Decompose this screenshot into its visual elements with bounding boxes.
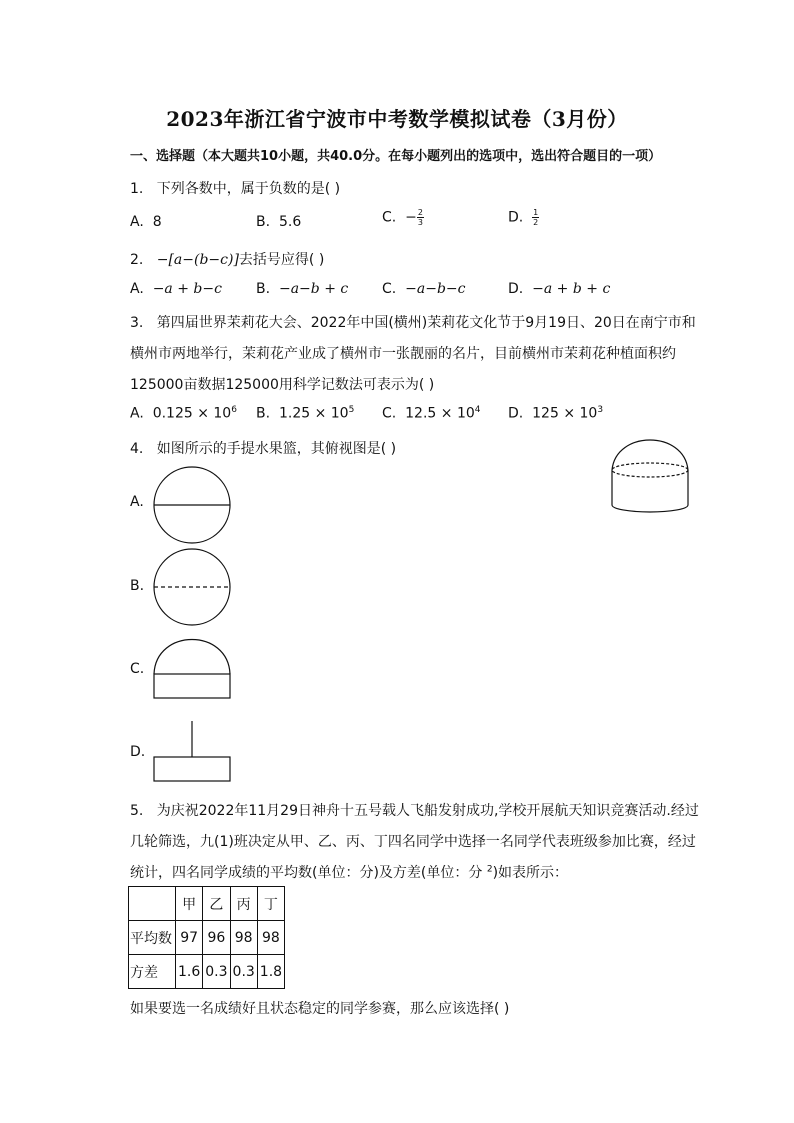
option-text: 0.125 × 10 (152, 405, 232, 422)
q2-option-d (508, 281, 610, 297)
score-table (128, 886, 285, 989)
math-expression: −[a−(b−c)] (156, 252, 239, 268)
option-text: −a + b−c (152, 281, 222, 297)
q3-option-b (256, 405, 354, 422)
question-followup: 如果要选一名成绩好且状态稳定的同学参赛，那么应该选择( ) (130, 1001, 510, 1017)
option-text: 8 (152, 214, 162, 230)
table-cell: 1.8 (257, 955, 284, 989)
option-letter: D. (508, 209, 524, 226)
exponent: 4 (474, 405, 481, 415)
option-letter: D. (508, 405, 524, 422)
stem-text: )如表所示： (492, 865, 569, 881)
table-header-cell: 甲 (176, 887, 203, 921)
question-2 (130, 249, 324, 269)
row-label: 方差 (129, 955, 176, 989)
fruit-basket-figure (600, 432, 700, 522)
question-1 (130, 178, 340, 198)
question-stem-line: 几轮筛选，九(1)班决定从甲、乙、丙、丁四名同学中选择一名同学代表班级参加比赛，经过 (130, 834, 696, 850)
question-stem-line: 横州市两地举行，茉莉花产业成了横州市一张靓丽的名片，目前横州市茉莉花种植面积约 (130, 346, 676, 362)
q3-option-d (508, 405, 603, 422)
question-number: 3. (130, 315, 144, 331)
question-number: 2. (130, 252, 144, 268)
table-cell: 98 (257, 921, 284, 955)
table-cell: 96 (203, 921, 230, 955)
option-text: 12.5 × 10 (405, 405, 475, 422)
table-cell: 1.6 (176, 955, 203, 989)
question-stem: 下列各数中，属于负数的是( ) (156, 181, 341, 197)
option-text: 125 × 10 (532, 405, 598, 422)
table-cell: 98 (230, 921, 257, 955)
table-header-row (129, 887, 285, 921)
fraction-denominator: 2 (533, 218, 539, 227)
option-text: 1.25 × 10 (278, 405, 349, 422)
exponent: 5 (348, 405, 355, 415)
page-title: 2023年浙江省宁波市中考数学模拟试卷（3月份） (166, 107, 628, 131)
question-number: 1. (130, 181, 144, 197)
question-stem: 去括号应得( ) (238, 252, 325, 268)
option-letter: C. (382, 281, 397, 297)
fraction (532, 208, 539, 227)
section-heading: 一、选择题（本大题共10小题，共40.0分。在每小题列出的选项中，选出符合题目的一项） (130, 149, 662, 164)
q1-option-d (508, 208, 539, 227)
question-4 (130, 438, 396, 458)
fraction-denominator: 3 (417, 218, 423, 227)
table-header-cell (129, 887, 176, 921)
q4-option-c-letter: C. (130, 661, 145, 677)
option-text: −a−b + c (278, 281, 349, 297)
q4-option-b-letter: B. (130, 578, 145, 594)
question-stem: 如图所示的手提水果篮，其俯视图是( ) (156, 441, 397, 457)
q4-option-c-figure (150, 636, 234, 700)
question-stem-line: 为庆祝2022年11月29日神舟十五号载人飞船发射成功,学校开展航天知识竞赛活动.经过 (156, 803, 699, 819)
table-row (129, 921, 285, 955)
q4-option-a-figure (150, 465, 234, 545)
option-letter: B. (256, 281, 271, 297)
question-3 (130, 312, 696, 332)
q4-option-b-figure (150, 547, 234, 627)
question-number: 4. (130, 441, 144, 457)
table-row (129, 955, 285, 989)
exponent: 2 (486, 864, 493, 875)
q2-option-b (256, 281, 348, 297)
option-letter: D. (508, 281, 524, 297)
question-number: 5. (130, 803, 144, 819)
table-header-cell: 丙 (230, 887, 257, 921)
question-stem-line (130, 862, 568, 882)
option-text: −a + b + c (532, 281, 611, 297)
option-text: 5.6 (278, 214, 302, 230)
question-5 (130, 800, 699, 820)
option-letter: B. (256, 214, 271, 230)
q4-option-d-figure (150, 719, 234, 783)
table-header-cell: 丁 (257, 887, 284, 921)
option-letter: A. (130, 281, 144, 297)
exponent: 3 (597, 405, 604, 415)
q1-option-b (256, 214, 301, 230)
question-stem-line: 第四届世界茉莉花大会、2022年中国(横州)茉莉花文化节于9月19日、20日在南宁市和 (156, 315, 696, 331)
q1-option-c (382, 208, 424, 227)
row-label: 平均数 (129, 921, 176, 955)
question-stem-line: 125000亩数据125000用科学记数法可表示为( ) (130, 377, 435, 393)
q3-option-c (382, 405, 481, 422)
option-letter: C. (382, 405, 397, 422)
table-header-cell: 乙 (203, 887, 230, 921)
table-cell: 0.3 (203, 955, 230, 989)
table-cell: 0.3 (230, 955, 257, 989)
q4-option-d-letter: D. (130, 744, 146, 760)
q2-option-c (382, 281, 465, 297)
q2-option-a (130, 281, 222, 297)
fraction-numerator: 1 (533, 208, 539, 217)
option-text: −a−b−c (405, 281, 466, 297)
q3-option-a (130, 405, 237, 422)
option-letter: A. (130, 405, 144, 422)
option-letter: B. (256, 405, 271, 422)
table-cell: 97 (176, 921, 203, 955)
fraction-numerator: 2 (417, 208, 423, 217)
minus-sign: − (405, 209, 417, 226)
option-letter: C. (382, 209, 397, 226)
q4-option-a-letter: A. (130, 494, 144, 510)
q1-option-a (130, 214, 162, 230)
stem-text: 统计，四名同学成绩的平均数(单位：分)及方差(单位：分 (130, 865, 483, 881)
exponent: 6 (231, 405, 237, 415)
fraction (417, 208, 424, 227)
option-letter: A. (130, 214, 144, 230)
